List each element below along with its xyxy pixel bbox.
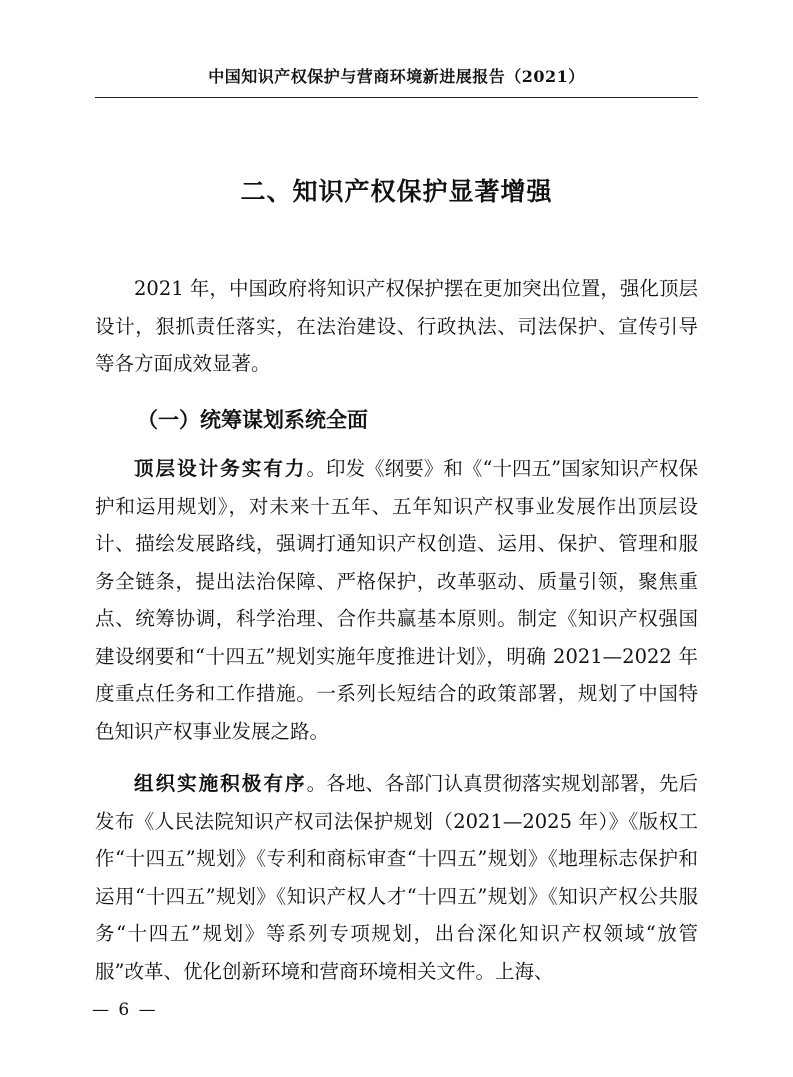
- intro-paragraph: [95, 270, 698, 383]
- chapter-title: 二、知识产权保护显著增强: [240, 177, 553, 206]
- header-divider: [95, 97, 698, 98]
- paragraph-text: 。各地、各部门认真贯彻落实规划部署，先后发布《人民法院知识产权司法保护规划（2021—2025 年）》《版权工作“十四五”规划》《专利和商标审查“十四五”规划》《地理标志保护和运用“十四五”规划》《知识产权人才“十四五”规划》《知识产权公共服务“十四五”规划》等系列专项规划，出台深化知识产权领域“放管服”改革、优化创新环境和营商环境相关文件。上海、: [95, 772, 698, 983]
- paragraph-implementation: [95, 765, 698, 990]
- paragraph-lead: 顶层设计务实有力: [134, 457, 307, 480]
- page-number: — 6 —: [92, 1000, 158, 1020]
- section-heading: （一）统筹谋划系统全面: [137, 408, 368, 432]
- running-header: 中国知识产权保护与营商环境新进展报告（2021）: [208, 67, 585, 86]
- paragraph-top-level-design: [95, 450, 698, 750]
- paragraph-lead: 组织实施积极有序: [134, 772, 307, 795]
- intro-text: 2021 年，中国政府将知识产权保护摆在更加突出位置，强化顶层设计，狠抓责任落实，在法治建设、行政执法、司法保护、宣传引导等各方面成效显著。: [95, 277, 698, 375]
- paragraph-text: 。印发《纲要》和《“十四五”国家知识产权保护和运用规划》，对未来十五年、五年知识产权事业发展作出顶层设计、描绘发展路线，强调打通知识产权创造、运用、保护、管理和服务全链条，提出法治保障、严格保护，改革驱动、质量引领，聚焦重点、统筹协调，科学治理、合作共赢基本原则。制定《知识产权强国建设纲要和“十四五”规划实施年度推进计划》，明确 2021—2022 年度重点任务和工作措施。一系列长短结合的政策部署，规划了中国特色知识产权事业发展之路。: [95, 457, 698, 743]
